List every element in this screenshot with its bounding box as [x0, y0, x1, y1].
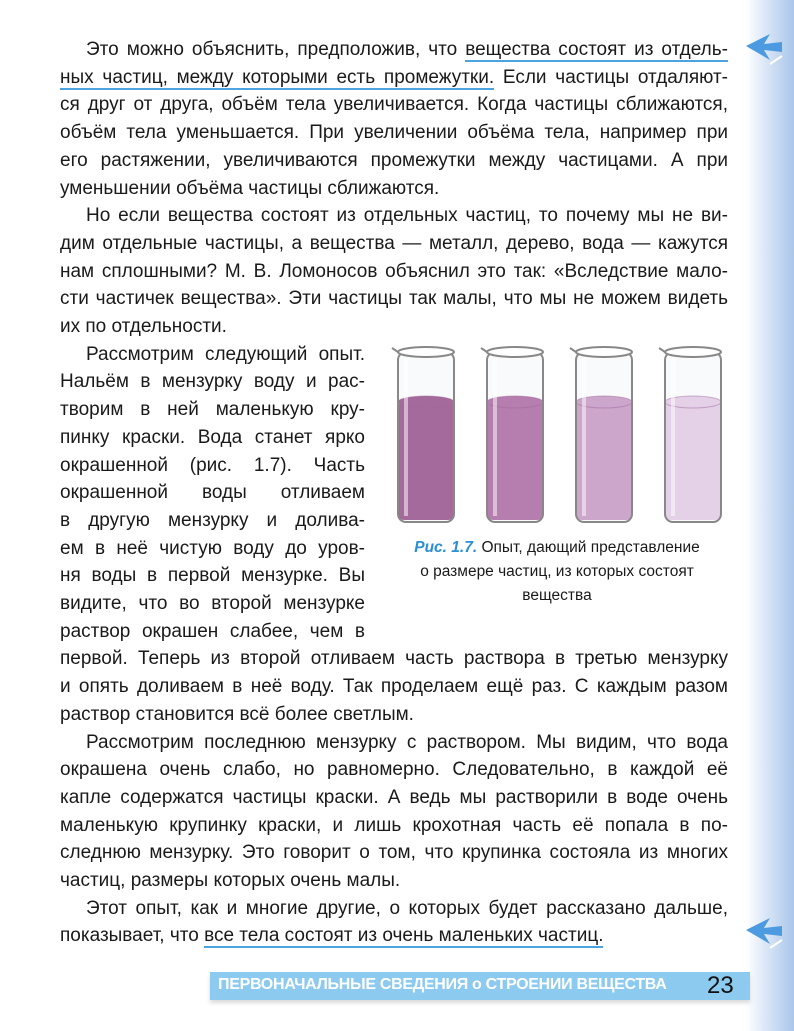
- text-span: ся друг от друга, объём тела увеличивается. Когда частицы сближаются,: [60, 94, 728, 116]
- text-line: [60, 313, 728, 340]
- beaker: [392, 347, 454, 522]
- text-line: [60, 756, 728, 783]
- text-line: [60, 91, 728, 118]
- text-line: [60, 452, 365, 479]
- caption-line: вещества: [522, 587, 592, 604]
- text-span: пинку краски. Вода станет ярко: [60, 426, 365, 448]
- text-line: [60, 729, 728, 756]
- text-line: [60, 673, 728, 700]
- caption-line: о размере частиц, из которых состоят: [420, 563, 694, 580]
- text-line: [60, 202, 728, 229]
- text-span: раствор становится всё более светлым.: [60, 703, 414, 725]
- text-line: [60, 562, 365, 589]
- text-line: [60, 895, 728, 922]
- text-span: Если частицы отдаляют-: [494, 66, 728, 88]
- text-line: [60, 285, 728, 312]
- text-line: [60, 341, 365, 368]
- text-span: дим отдельные частицы, а вещества — металл, дерево, вода — кажутся: [60, 232, 728, 254]
- footer-banner: [210, 972, 750, 1000]
- text-span: капле содержатся частицы краски. А ведь мы растворили в воде очень: [60, 786, 728, 808]
- text-span: раствор окрашен слабее, чем в: [60, 620, 365, 642]
- figure-label: Рис. 1.7.: [414, 539, 478, 556]
- text-span: Это можно объяснить, предположив, что: [86, 39, 466, 60]
- text-span: окрашена очень слабо, но равномерно. Следовательно, в каждой её: [60, 759, 728, 781]
- text-span: их по отдельности.: [60, 316, 227, 337]
- beaker: [570, 347, 632, 522]
- text-line: [60, 230, 728, 257]
- text-line: [60, 396, 365, 423]
- text-span: ем в неё чистую воду до уров-: [60, 537, 365, 559]
- highlighted-text: ных частиц, между которыми есть промежутки.: [60, 66, 495, 88]
- text-line: [60, 618, 365, 645]
- text-span: окрашенной (рис. 1.7). Часть: [60, 454, 365, 476]
- text-span: Рассмотрим следующий опыт.: [86, 343, 365, 365]
- text-span: видите, что во второй мензурке: [60, 593, 365, 614]
- text-span: Нальём в мензурку воду и рас-: [60, 371, 365, 393]
- text-span: и опять доливаем в неё воду. Так проделаем ещё раз. С каждым разом: [60, 676, 728, 698]
- chapter-title: ПЕРВОНАЧАЛЬНЫЕ СВЕДЕНИЯ о СТРОЕНИИ ВЕЩЕСТВА: [218, 976, 667, 993]
- text-span: Этот опыт, как и многие другие, о которых будет рассказано дальше,: [86, 897, 728, 919]
- text-span: маленькую крупинку краски, и лишь крохотная часть её попала в по-: [60, 814, 728, 836]
- text-span: окрашенной воды отливаем: [60, 482, 365, 504]
- text-span: в другую мензурку и долива-: [60, 509, 365, 531]
- text-line: [60, 479, 365, 506]
- text-line: [60, 175, 728, 202]
- text-line: [60, 535, 365, 562]
- text-line: [60, 507, 365, 534]
- text-span: творим в ней маленькую кру-: [60, 399, 365, 421]
- text-line: [60, 147, 728, 174]
- text-span: нам сплошными? М. В. Ломоносов объяснил это так: «Вследствие мало-: [60, 260, 728, 282]
- marker-arrow-icon: [744, 914, 784, 954]
- beaker: [481, 347, 543, 522]
- text-line: [60, 922, 728, 949]
- text-span: Рассмотрим последнюю мензурку с раствором. Мы видим, что вода: [86, 731, 728, 753]
- text-span: Но если вещества состоят из отдельных частиц, то почему мы не ви-: [86, 205, 728, 227]
- text-line: [60, 701, 728, 728]
- highlighted-text: вещества состоят из отдель-: [465, 39, 728, 60]
- text-line: [60, 36, 728, 63]
- text-line: [60, 839, 728, 866]
- text-span: его растяжении, увеличиваются промежутки между частицами. А при: [60, 149, 728, 171]
- text-span: следнюю мензурку. Это говорит о том, что крупинка состояла из многих: [60, 842, 728, 864]
- text-line: [60, 812, 728, 839]
- text-span: частиц, размеры которых очень малы.: [60, 870, 401, 891]
- text-line: [60, 258, 728, 285]
- figure-beakers: [380, 340, 740, 535]
- text-span: показывает, что: [60, 925, 205, 947]
- text-line: [60, 867, 728, 894]
- text-line: [60, 119, 728, 146]
- marker-arrow-icon: [744, 30, 784, 70]
- caption-line: Опыт, дающий представление: [477, 539, 700, 556]
- margin-strip: [746, 0, 794, 1031]
- text-span: первой. Теперь из второй отливаем часть раствора в третью мензурку: [60, 648, 728, 670]
- text-line: [60, 368, 365, 395]
- text-line: [60, 645, 728, 672]
- text-line: [60, 424, 365, 451]
- text-span: уменьшении объёма частицы сближаются.: [60, 177, 440, 199]
- text-span: сти частичек вещества». Эти частицы так малы, что мы не можем видеть: [60, 288, 728, 310]
- page-number: 23: [707, 972, 734, 999]
- text-line: [60, 784, 728, 811]
- beaker: [659, 347, 721, 522]
- text-span: объём тела уменьшается. При увеличении объёма тела, например при: [60, 122, 728, 144]
- text-span: ня воды в первой мензурке. Вы: [60, 565, 365, 587]
- highlighted-text: все тела состоят из очень маленьких частиц.: [204, 925, 604, 947]
- text-line: [60, 590, 365, 617]
- text-line: [60, 64, 728, 91]
- figure-caption: [380, 536, 734, 560]
